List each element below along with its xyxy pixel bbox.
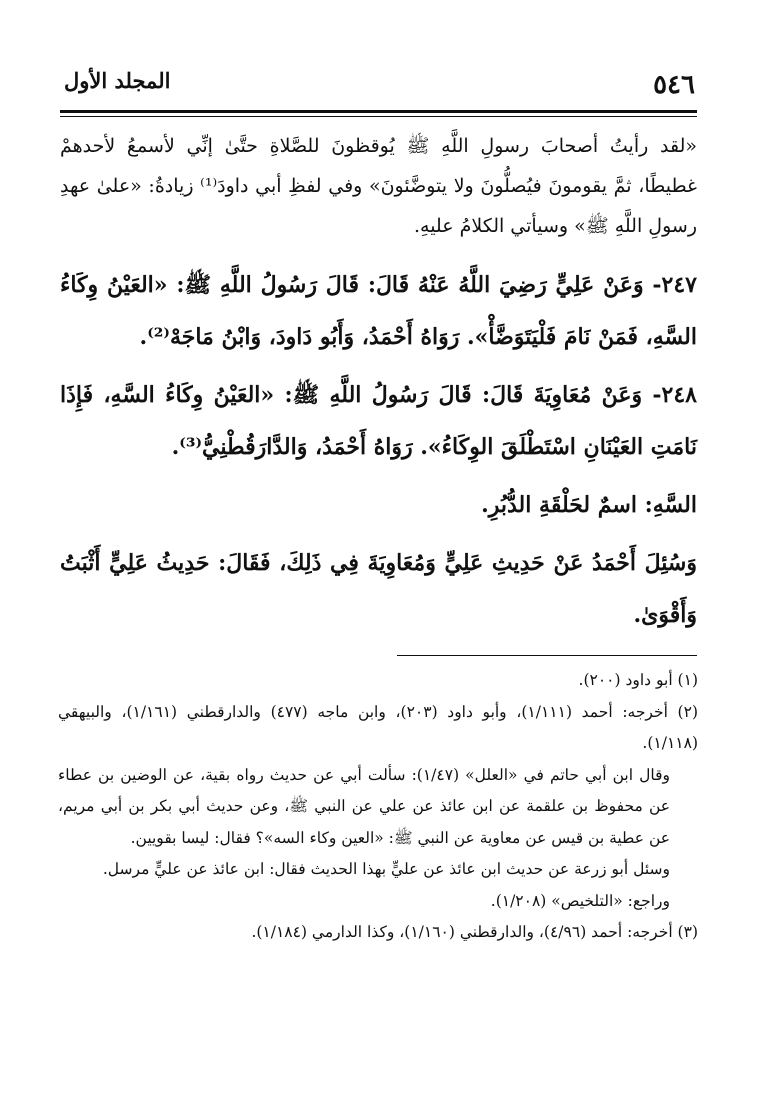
- footnote-2-zura: وسئل أبو زرعة عن حديث ابن عائذ عن عليٍّ بهذا الحديث فقال: ابن عائذ عن عليٍّ مرسل.: [102, 860, 670, 878]
- main-text: [60, 126, 697, 641]
- hadith-247: ٢٤٧- وَعَنْ عَلِيٍّ رَضِيَ اللَّهُ عَنْهُ قَالَ: قَالَ رَسُولُ اللَّهِ ﷺ: «العَيْنُ وِكَاءُ السَّهِ، فَمَنْ نَامَ فَلْيَتَوَضَّأْ». رَوَاهُ أَحْمَدُ، وَأَبُو دَاودَ، وَابْنُ مَاجَهْ⁽²⁾.: [60, 272, 697, 350]
- question-paragraph: وَسُئِلَ أَحْمَدُ عَنْ حَدِيثِ عَلِيٍّ وَمُعَاوِيَةَ فِي ذَلِكَ، فَقَالَ: حَدِيثُ عَلِيٍّ أَثْبَتُ وَأَقْوَىٰ.: [60, 550, 697, 628]
- footnote-2-talkhis: وراجع: «التلخيص» (١/٢٠٨).: [490, 891, 670, 910]
- intro-paragraph: «لقد رأيتُ أصحابَ رسولِ اللَّهِ ﷺ يُوقظونَ للصَّلاةِ حتَّىٰ إنِّي لأسمعُ لأحدهمْ غطيطًا، ثمَّ يقومونَ فيُصلُّونَ ولا يتوضَّئونَ» وفي لفظِ أبي داودَ⁽¹⁾ زيادةُ: «علىٰ عهدِ رسولِ اللَّهِ ﷺ» وسيأتي الكلامُ عليهِ.: [60, 135, 697, 237]
- footnote-2: (٢) أخرجه: أحمد (١/١١١)، وأبو داود (٢٠٣)، وابن ماجه (٤٧٧) والدارقطني (١/١٦١)، والبيهقي (١/١١٨).: [58, 702, 698, 752]
- page-number: ٥٤٦: [653, 70, 695, 100]
- page-header: [60, 68, 697, 108]
- footnote-3: (٣) أخرجه: أحمد (٤/٩٦)، والدارقطني (١/١٦٠)، وكذا الدارمي (١/١٨٤).: [251, 923, 698, 941]
- hadith-248: ٢٤٨- وَعَنْ مُعَاوِيَةَ قَالَ: قَالَ رَسُولُ اللَّهِ ﷺ: «العَيْنُ وِكَاءُ السَّهِ، فَإِذَا نَامَتِ العَيْنَانِ اسْتَطْلَقَ الوِكَاءُ». رَوَاهُ أَحْمَدُ، وَالدَّارَقُطْنِيُّ⁽³⁾.: [60, 382, 697, 460]
- header-rule-thin: [60, 116, 697, 117]
- footnote-separator: [397, 655, 697, 656]
- footnotes: [58, 665, 698, 949]
- header-rule-thick: [60, 110, 697, 113]
- footnote-1: (١) أبو داود (٢٠٠).: [578, 671, 698, 689]
- volume-title: المجلد الأول: [64, 68, 171, 93]
- gloss-paragraph: السَّهِ: اسمٌ لحَلْقَةِ الدُّبُرِ.: [481, 492, 697, 518]
- footnote-2-ilal: وقال ابن أبي حاتم في «العلل» (١/٤٧): سألت أبي عن حديث رواه بقية، عن الوضين بن عطاء عن محفوظ بن علقمة عن ابن عائذ عن علي عن النبي ﷺ، وعن حديث أبي بكر بن أبي مريم، عن عطية بن قيس عن معاوية عن النبي ﷺ: «العين وكاء السه»؟ فقال: ليسا بقويين.: [58, 765, 670, 847]
